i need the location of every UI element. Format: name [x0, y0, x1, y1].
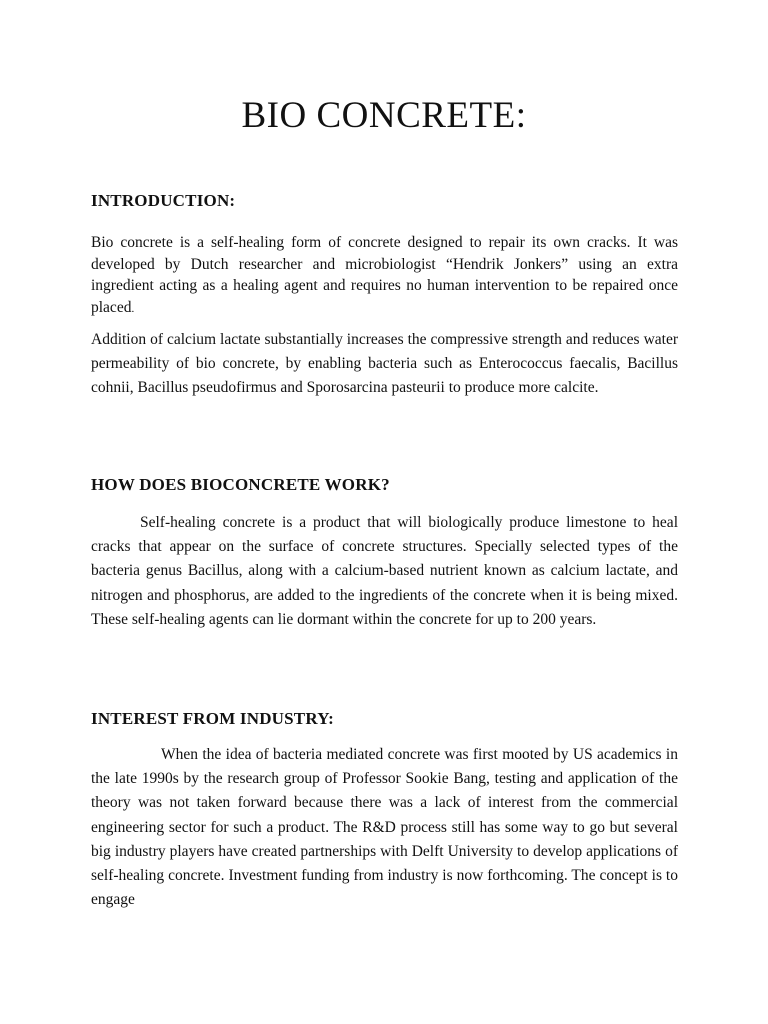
intro-paragraph-1-text: Bio concrete is a self-healing form of concrete designed to repair its own cracks. It was developed by Dutch researcher and microbiologist “Hendrik Jonkers” using an extra ingredient acting as a healing agent and requires no human intervention to be repaired once placed [91, 234, 678, 316]
industry-interest-paragraph: When the idea of bacteria mediated concrete was first mooted by US academics in the late 1990s by the research group of Professor Sookie Bang, testing and application of the theory was not taken forward because there was a lack of interest from the commercial engineering sector for such a product. The R&D process still has some way to go but several big industry players have created partnerships with Delft University to develop applications of self-healing concrete. Investment funding from industry is now forthcoming. The concept is to engage [91, 746, 678, 909]
intro-paragraph-2: Addition of calcium lactate substantially increases the compressive strength and reduces water permeability of bio concrete, by enabling bacteria such as Enterococcus faecalis, Bacillus cohnii, Bacillus pseudofirmus and Sporosarcina pasteurii to produce more calcite. [91, 331, 678, 397]
section-heading-industry-interest: INTEREST FROM INDUSTRY: [91, 709, 334, 728]
how-it-works-paragraph: Self-healing concrete is a product that will biologically produce limestone to heal cracks that appear on the surface of concrete structures. Specially selected types of the bacteria genus Bacillus, along with a calcium-based nutrient known as calcium lactate, and nitrogen and phosphorus, are added to the ingredients of the concrete when it is being mixed. These self-healing agents can lie dormant within the concrete for up to 200 years. [91, 514, 678, 628]
section-heading-how-it-works: HOW DOES BIOCONCRETE WORK? [91, 475, 390, 494]
section-heading-introduction: INTRODUCTION: [91, 191, 236, 210]
intro-paragraph-1-period: . [131, 302, 135, 315]
document-title: BIO CONCRETE: [241, 95, 527, 136]
intro-paragraph-1 [91, 232, 678, 320]
